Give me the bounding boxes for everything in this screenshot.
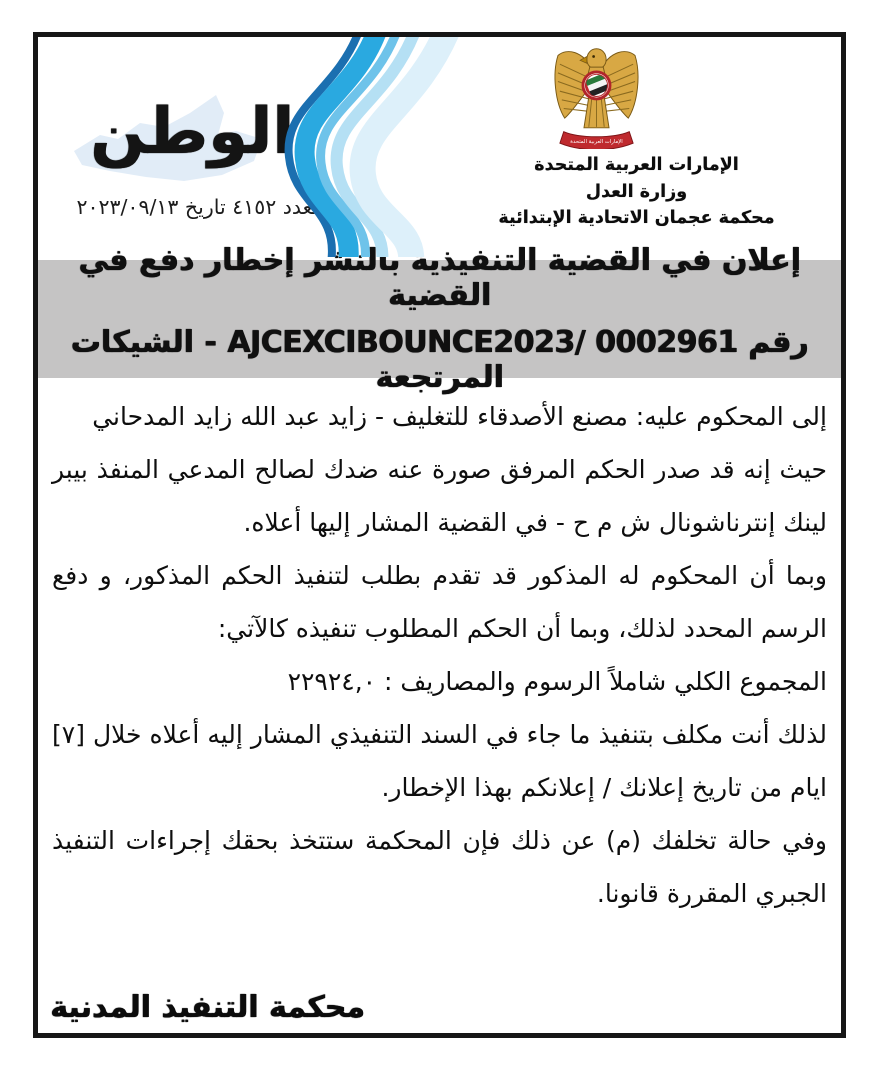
case-subject: - الشيكات المرتجعة — [70, 325, 504, 395]
issuing-court-signature: محكمة التنفيذ المدنية — [50, 990, 365, 1025]
case-number-label: رقم — [748, 325, 809, 360]
notice-body — [38, 378, 841, 988]
body-paragraph-amount: المجموع الكلي شاملاً الرسوم والمصاريف : ٢٢٩٢٤,٠ — [287, 667, 827, 696]
newspaper-logo: الوطن — [90, 95, 294, 169]
ad-header — [38, 37, 841, 257]
body-paragraph-obligation: لذلك أنت مكلف بتنفيذ ما جاء في السند التنفيذي المشار إليه أعلاه خلال [٧] ايام من تاريخ إعلانك / إعلانكم بهذا الإخطار. — [52, 720, 827, 802]
notice-title-line2 — [38, 325, 841, 395]
body-paragraph-judgment: حيث إنه قد صدر الحكم المرفق صورة عنه ضدك لصالح المدعي المنفذ بيبر لينك إنترناشونال ش م ح - في القضية المشار إليها أعلاه. — [52, 455, 827, 537]
ad-border-frame — [33, 32, 846, 1038]
body-paragraph-warning: وفي حالة تخلفك (م) عن ذلك فإن المحكمة ستتخذ بحقك إجراءات التنفيذ الجبري المقررة قانونا. — [52, 826, 827, 908]
emblem-ribbon-text: الإمارات العربية المتحدة — [570, 139, 623, 146]
authority-country: الإمارات العربية المتحدة — [534, 155, 739, 175]
issue-and-date: العدد ٤١٥٢ تاريخ ٢٠٢٣/٠٩/١٣ — [76, 195, 325, 219]
authority-ministry: وزارة العدل — [585, 181, 688, 202]
notice-title-line1: إعلان في القضية التنفيذية بالنشر إخطار دفع في القضية — [78, 243, 801, 313]
uae-falcon-emblem-icon — [548, 43, 645, 149]
body-paragraph-request: وبما أن المحكوم له المذكور قد تقدم بطلب لتنفيذ الحكم المذكور، و دفع الرسم المحدد لذلك، وبما أن الحكم المطلوب تنفيذه كالآتي: — [52, 561, 827, 643]
notice-title-band — [38, 243, 841, 395]
authority-court: محكمة عجمان الاتحادية الإبتدائية — [498, 208, 775, 229]
body-paragraph-addressee: إلى المحكوم عليه: مصنع الأصدقاء للتغليف - زايد عبد الله زايد المدحاني — [92, 402, 827, 431]
authority-block — [464, 43, 809, 232]
wave-swoosh-graphic — [231, 37, 499, 257]
case-number: AJCEXCIBOUNCE2023/ 0002961 — [227, 325, 738, 360]
